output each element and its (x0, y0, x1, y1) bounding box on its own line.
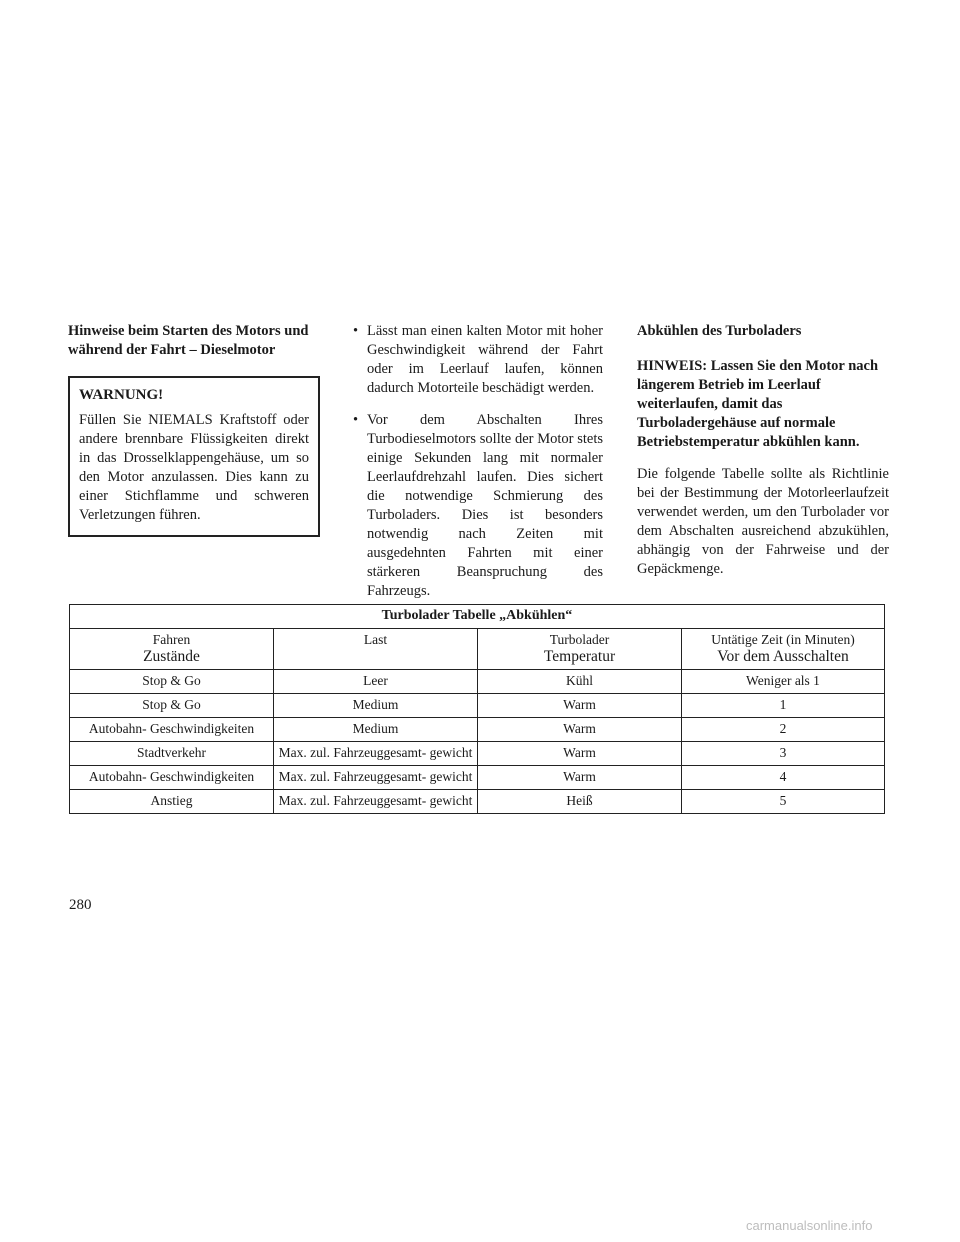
header-line: Turbolader (549, 632, 610, 647)
table-cell: Stadtverkehr (70, 742, 274, 766)
table-cell: Stop & Go (70, 694, 274, 718)
table-cell: Max. zul. Fahrzeuggesamt- gewicht (274, 790, 478, 814)
warning-text: Füllen Sie NIEMALS Kraftstoff oder andere brennbare Flüssigkeiten direkt in das Drosselklappengehäuse, um so den Motor anzulassen. Dies kann zu einer Stichflamme und schweren Verletzungen führen. (79, 412, 309, 523)
table-cell: Medium (274, 694, 478, 718)
left-column (68, 322, 320, 537)
page-number: 280 (69, 897, 92, 913)
table-cell: 4 (682, 766, 885, 790)
right-column (637, 322, 889, 579)
table-cell: Anstieg (70, 790, 274, 814)
table-row (70, 694, 885, 718)
table-row (70, 790, 885, 814)
header-line: Temperatur (543, 648, 616, 665)
table-cell: 1 (682, 694, 885, 718)
column-header-temperature (478, 629, 682, 670)
section-heading-starting: Hinweise beim Starten des Motors und während der Fahrt – Dieselmotor (68, 323, 309, 358)
cooldown-table (69, 604, 885, 814)
table-cell: Autobahn- Geschwindigkeiten (70, 766, 274, 790)
note-text: HINWEIS: Lassen Sie den Motor nach längerem Betrieb im Leerlauf weiterlaufen, damit das Turboladergehäuse auf normale Betriebstemperatur abkühlen kann. (637, 358, 879, 450)
table-header-row (70, 629, 885, 670)
paragraph-text: Die folgende Tabelle sollte als Richtlinie bei der Bestimmung der Motorleerlaufzeit verwendet werden, um den Turbolader vor dem Abschalten ausreichend abzukühlen, abhängig von der Fahrweise und der Gepäckmenge. (637, 466, 889, 577)
bullet-icon: • (353, 412, 359, 428)
header-line: Last (363, 632, 388, 647)
watermark: carmanualsonline.info (746, 1218, 873, 1233)
warning-title: WARNUNG! (79, 387, 164, 403)
table-row (70, 670, 885, 694)
table-row (70, 766, 885, 790)
header-line: Vor dem Ausschalten (717, 648, 849, 665)
section-heading-cooling: Abkühlen des Turboladers (637, 323, 802, 339)
table-cell: Max. zul. Fahrzeuggesamt- gewicht (274, 766, 478, 790)
table-cell: Leer (274, 670, 478, 694)
column-header-driving (70, 629, 274, 670)
column-header-idle-time (682, 629, 885, 670)
table-title: Turbolader Tabelle „Abkühlen“ (70, 605, 885, 629)
table-cell: 5 (682, 790, 885, 814)
table-cell: 2 (682, 718, 885, 742)
header-line: Zustände (143, 648, 200, 665)
table-cell: Warm (478, 694, 682, 718)
warning-box (68, 376, 320, 537)
table-row (70, 718, 885, 742)
header-line: Untätige Zeit (in Minuten) (711, 632, 855, 647)
table-cell: Warm (478, 742, 682, 766)
bullet-icon: • (353, 323, 359, 339)
column-header-load (274, 629, 478, 670)
table-title-row (70, 605, 885, 629)
list-item (353, 411, 603, 601)
bullet-list (353, 322, 603, 601)
middle-column (353, 322, 603, 614)
table-cell: Weniger als 1 (682, 670, 885, 694)
table-cell: 3 (682, 742, 885, 766)
table-cell: Warm (478, 766, 682, 790)
table-cell: Kühl (478, 670, 682, 694)
table-cell: Warm (478, 718, 682, 742)
table-cell: Max. zul. Fahrzeuggesamt- gewicht (274, 742, 478, 766)
list-item (353, 322, 603, 398)
table-cell: Stop & Go (70, 670, 274, 694)
header-line: Fahren (152, 632, 191, 647)
table-cell: Autobahn- Geschwindigkeiten (70, 718, 274, 742)
bullet-text: Lässt man einen kalten Motor mit hoher Geschwindigkeit während der Fahrt oder im Leerlauf laufen, können dadurch Motorteile beschädigt werden. (367, 323, 603, 396)
table-cell: Medium (274, 718, 478, 742)
table-cell: Heiß (478, 790, 682, 814)
bullet-text: Vor dem Abschalten Ihres Turbodieselmotors sollte der Motor stets einige Sekunden lang mit normaler Leerlaufdrehzahl laufen. Dies sichert die notwendige Schmierung des Turboladers. Dies ist besonders notwendig nach Zeiten mit ausgedehnten Fahrten mit einer stärkeren Beanspruchung des Fahrzeugs. (367, 412, 603, 599)
table-row (70, 742, 885, 766)
